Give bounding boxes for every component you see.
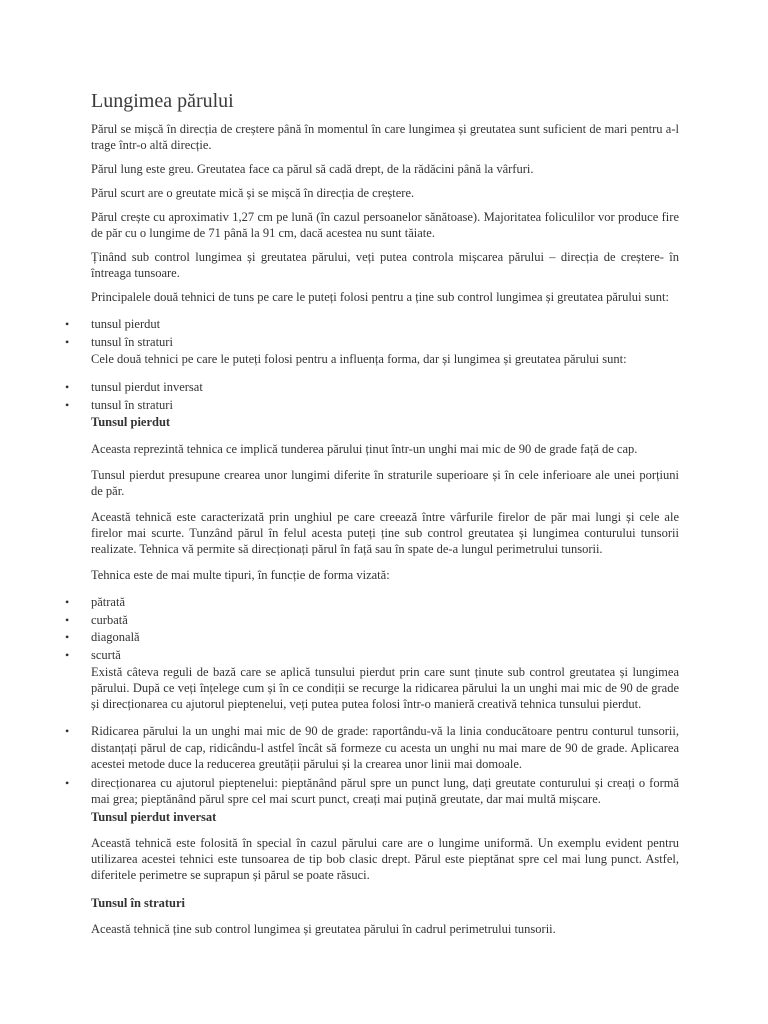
section-heading: Tunsul pierdut (91, 415, 171, 429)
paragraph: Această tehnică este caracterizată prin unghiul pe care creează între vârfurile firelor de păr mai lungi și cele ale firelor mai scurte. Tunzând părul în felul acesta puteți ține sub control greutatea și lungimea conturului tunsorii realizate. Tehnica vă permite să direcționați părul în față sau în spate de-a lungul perimetrului tunsorii. (91, 510, 679, 556)
paragraph: Tunsul pierdut presupune crearea unor lungimi diferite în straturile superioare și în cele inferioare ale unei porțiuni de păr. (91, 468, 679, 498)
paragraph: Există câteva reguli de bază care se aplică tunsului pierdut prin care sunt ținute sub control greutatea și lungimea părului. După ce veți înțelege cum și în ce condiții se recurge la ridicarea părului la un unghi mai mic de 90 de grade și direcționarea cu ajutorul pieptenelui, veți putea putea folosi într-o manieră creativă tehnica tunsului pierdut. (91, 665, 679, 711)
document-body (91, 88, 679, 945)
section-heading: Tunsul pierdut inversat (91, 809, 217, 824)
paragraph: Aceasta reprezintă tehnica ce implică tunderea părului ținut într-un unghi mai mic de 90 de grade față de cap. (91, 442, 638, 456)
paragraph: Această tehnică ține sub control lungimea și greutatea părului în cadrul perimetrului tunsorii. (91, 921, 556, 936)
paragraph: Principalele două tehnici de tuns pe care le puteți folosi pentru a ține sub control lungimea și greutatea părului sunt: (91, 290, 669, 304)
rules-list (91, 723, 679, 808)
paragraph: Ținând sub control lungimea și greutatea părului, veți putea controla mișcarea părului – direcția de creștere- în întreaga tunsoare. (91, 250, 679, 280)
shape-types-list (91, 594, 679, 663)
list-item: • tunsul în straturi (91, 397, 679, 414)
list-item: • Ridicarea părului la un unghi mai mic de 90 de grade: raportându-vă la linia conducătoare pentru conturul tunsorii, distanțați părul de cap, ridicându-l astfel încât să formeze cu acesta un unghi nu mai mare de 90 de grade. Aplicarea acestei metode duce la reducerea greutății părului și la crearea unor linii mai domoale. (91, 723, 679, 773)
list-item: • tunsul pierdut (91, 316, 679, 333)
list-item: • pătrată (91, 594, 679, 611)
list-item: • direcționarea cu ajutorul pieptenelui: pieptănând părul spre un punct lung, dați greutate conturului și creați o formă mai grea; pieptănând părul spre cel mai scurt punct, creați mai puțină greutate, dar mai multă mișcare. (91, 775, 679, 808)
paragraph: Această tehnică este folosită în special în cazul părului care are o lungime uniformă. Un exemplu evident pentru utilizarea acestei tehnici este tunsoarea de tip bob clasic drept. Părul este pieptănat spre cel mai lung punct. Astfel, diferitele perimetre se suprapun și părul se poate răsuci. (91, 835, 679, 882)
list-item: • diagonală (91, 629, 679, 646)
paragraph: Cele două tehnici pe care le puteți folosi pentru a influența forma, dar și lungimea și greutatea părului sunt: (91, 352, 627, 366)
list-item: • curbată (91, 612, 679, 629)
paragraph: Părul se mișcă în direcția de creștere până în momentul în care lungimea și greutatea sunt suficient de mari pentru a-l trage într-o altă direcție. (91, 122, 679, 152)
technique-list (91, 316, 679, 350)
list-item: • scurtă (91, 647, 679, 664)
paragraph: Tehnica este de mai multe tipuri, în funcție de forma vizată: (91, 568, 390, 582)
paragraph: Părul crește cu aproximativ 1,27 cm pe lună (în cazul persoanelor sănătoase). Majoritatea foliculilor vor produce fire de păr cu o lungime de 71 până la 91 cm, dacă acestea nu sunt tăiate. (91, 210, 679, 240)
list-item: • tunsul în straturi (91, 334, 679, 351)
technique-list-2 (91, 379, 679, 413)
paragraph: Părul lung este greu. Greutatea face ca părul să cadă drept, de la rădăcini până la vârfuri. (91, 162, 534, 176)
section-heading: Tunsul în straturi (91, 895, 186, 910)
paragraph: Părul scurt are o greutate mică și se mișcă în direcția de creștere. (91, 186, 415, 200)
page-title: Lungimea părului (91, 90, 234, 112)
list-item: • tunsul pierdut inversat (91, 379, 679, 396)
